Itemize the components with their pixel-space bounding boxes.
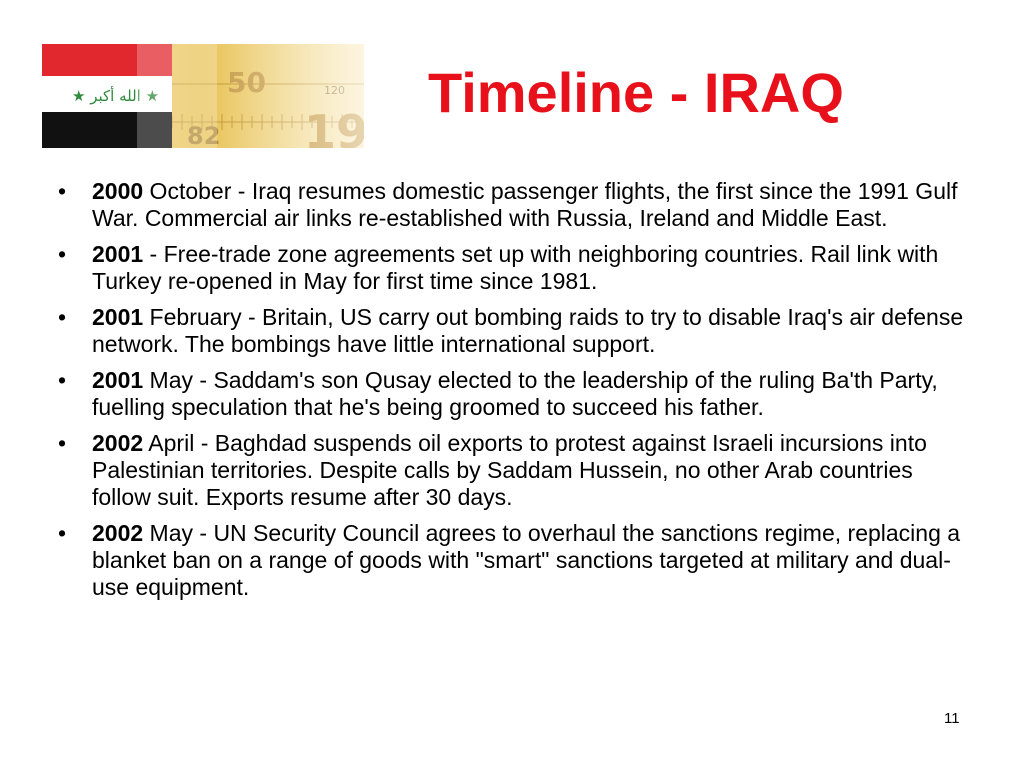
item-year: 2001 [92, 367, 144, 393]
list-item [58, 520, 968, 601]
list-item [58, 430, 968, 511]
item-year: 2002 [92, 430, 144, 456]
bullet-icon: • [58, 304, 67, 330]
bullet-icon: • [58, 241, 67, 267]
header-banner-image [42, 44, 364, 148]
item-year: 2001 [92, 304, 144, 330]
item-text: May - UN Security Council agrees to overhaul the sanctions regime, replacing a blanket ban on a range of goods with "smart" sanctions targeted at military and dual-use equipment. [92, 520, 961, 600]
item-text: - Free-trade zone agreements set up with neighboring countries. Rail link with Turkey re-opened in May for first time since 1981. [92, 241, 939, 294]
item-text: April - Baghdad suspends oil exports to protest against Israeli incursions into Palestinian territories. Despite calls by Saddam Hussein, no other Arab countries follow suit. Exports resume after 30 days. [92, 430, 927, 510]
item-year: 2000 [92, 178, 144, 204]
list-item [58, 241, 968, 295]
bullet-icon: • [58, 367, 67, 393]
bullet-icon: • [58, 430, 67, 456]
list-item [58, 367, 968, 421]
item-text: May - Saddam's son Qusay elected to the leadership of the ruling Ba'th Party, fuelling speculation that he's being groomed to succeed his father. [92, 367, 938, 420]
bullet-icon: • [58, 178, 67, 204]
page-number: 11 [944, 710, 960, 727]
timeline-list [58, 178, 968, 610]
item-year: 2001 [92, 241, 144, 267]
list-item [58, 178, 968, 232]
item-text: February - Britain, US carry out bombing raids to try to disable Iraq's air defense network. The bombings have little international support. [92, 304, 964, 357]
slide-title: Timeline - IRAQ [428, 61, 844, 124]
list-item [58, 304, 968, 358]
item-text: October - Iraq resumes domestic passenger flights, the first since the 1991 Gulf War. Commercial air links re-established with Russia, Ireland and Middle East. [92, 178, 958, 231]
item-year: 2002 [92, 520, 144, 546]
bullet-icon: • [58, 520, 67, 546]
